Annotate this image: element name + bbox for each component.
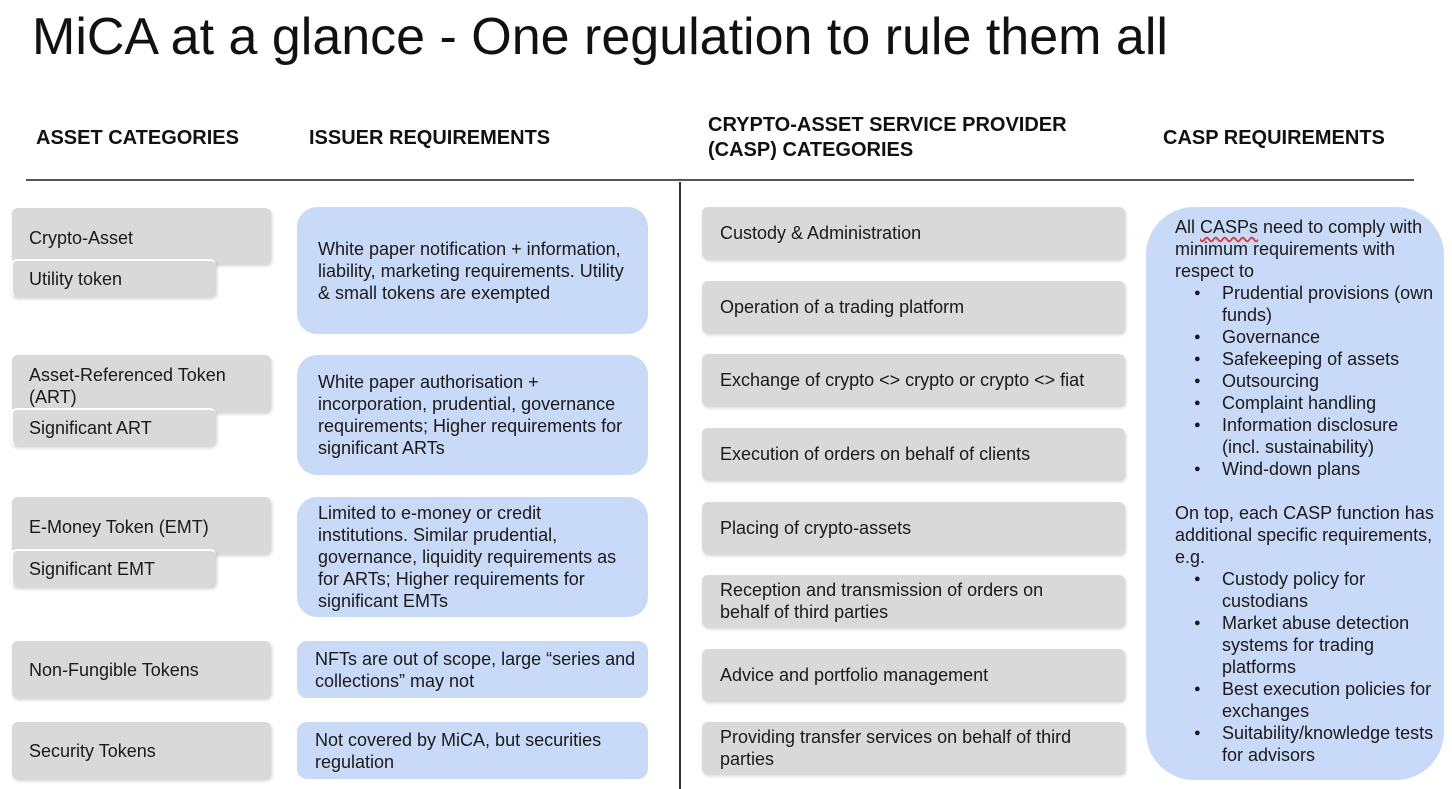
asset-sub-label: Significant EMT	[29, 559, 156, 579]
list-item: ● Complaint handling	[1222, 392, 1434, 414]
asset-box-crypto-asset	[12, 208, 271, 264]
column-divider	[679, 182, 681, 789]
asset-box-art	[12, 355, 271, 412]
intro-casps-word: CASPs	[1200, 217, 1259, 237]
list-item: ● Best execution policies for exchanges	[1222, 678, 1434, 722]
list-item: ● Custody policy for custodians	[1222, 568, 1434, 612]
casp-category-label: Advice and portfolio management	[720, 665, 989, 685]
asset-sub-box-significant-art	[11, 408, 216, 446]
header-issuer-requirements: ISSUER REQUIREMENTS	[309, 127, 551, 149]
asset-sub-box-significant-emt	[11, 549, 216, 587]
asset-sub-label: Utility token	[29, 269, 123, 289]
header-casp-requirements: CASP REQUIREMENTS	[1163, 127, 1385, 149]
casp-category-label: Reception and transmission of orders on behalf of third parties	[720, 580, 1044, 622]
casp-requirements-intro	[1175, 216, 1434, 282]
spacer	[1175, 480, 1434, 502]
additional-requirements-intro: On top, each CASP function has additional specific requirements, e.g.	[1175, 503, 1434, 567]
casp-category-advice	[702, 649, 1125, 701]
list-item: ● Safekeeping of assets	[1222, 348, 1434, 370]
list-item: ● Outsourcing	[1222, 370, 1434, 392]
issuer-req-nft	[297, 641, 648, 698]
asset-label: Crypto-Asset	[29, 228, 134, 248]
list-item: ● Governance	[1222, 326, 1434, 348]
issuer-req-text: NFTs are out of scope, large “series and collections” may not	[315, 648, 636, 691]
minimum-requirements-list	[1175, 282, 1434, 480]
list-item: ● Market abuse detection systems for trading platforms	[1222, 612, 1434, 678]
casp-category-label: Custody & Administration	[720, 223, 922, 243]
list-item: ● Wind-down plans	[1222, 458, 1434, 480]
asset-label: Security Tokens	[29, 740, 156, 761]
casp-category-label: Exchange of crypto <> crypto or crypto <> fiat	[720, 370, 1085, 390]
asset-sub-box-utility-token	[11, 259, 216, 297]
header-casp-categories-line2: (CASP) CATEGORIES	[708, 139, 914, 161]
casp-category-label: Placing of crypto-assets	[720, 518, 912, 538]
casp-category-transfer	[702, 722, 1125, 774]
issuer-req-crypto-asset	[297, 207, 648, 334]
list-item: ● Prudential provisions (own funds)	[1222, 282, 1434, 326]
header-divider	[26, 179, 1414, 181]
asset-box-emt	[12, 497, 271, 554]
list-item: ● Information disclosure (incl. sustainability)	[1222, 414, 1434, 458]
casp-category-label: Providing transfer services on behalf of third parties	[720, 727, 1072, 769]
asset-box-nft	[12, 641, 271, 698]
casp-category-exchange	[702, 354, 1125, 406]
casp-requirements-panel	[1146, 207, 1444, 780]
issuer-req-text: Not covered by MiCA, but securities regulation	[315, 729, 602, 772]
intro-pre: All	[1175, 217, 1201, 237]
asset-label: E-Money Token (EMT)	[29, 517, 209, 537]
asset-sub-label: Significant ART	[29, 418, 152, 438]
intro-post: need to comply with minimum requirements with respect to	[1175, 217, 1423, 281]
casp-category-label: Operation of a trading platform	[720, 297, 965, 317]
additional-requirements-list	[1175, 568, 1434, 766]
page-title: MiCA at a glance - One regulation to rule them all	[32, 8, 1168, 66]
casp-category-execution	[702, 428, 1125, 480]
issuer-req-text: White paper notification + information, liability, marketing requirements. Utility & small tokens are exempted	[318, 238, 624, 303]
casp-category-label: Execution of orders on behalf of clients	[720, 444, 1031, 464]
issuer-req-security-tokens	[297, 722, 648, 779]
list-item: ● Suitability/knowledge tests for advisors	[1222, 722, 1434, 766]
casp-category-trading-platform	[702, 281, 1125, 333]
issuer-req-text: White paper authorisation + incorporation, prudential, governance requirements; Higher requirements for significant ARTs	[318, 372, 623, 458]
asset-label: Non-Fungible Tokens	[29, 659, 199, 680]
asset-box-security-tokens	[12, 722, 271, 779]
header-casp-categories-line1: CRYPTO-ASSET SERVICE PROVIDER	[708, 114, 1067, 136]
casp-category-reception	[702, 575, 1125, 627]
header-asset-categories: ASSET CATEGORIES	[36, 127, 239, 149]
issuer-req-text: Limited to e-money or credit institutions. Similar prudential, governance, liquidity requirements as for ARTs; Higher requirements for significant EMTs	[318, 503, 617, 611]
casp-category-placing	[702, 502, 1125, 554]
asset-label: Asset-Referenced Token (ART)	[29, 365, 226, 407]
casp-category-custody	[702, 207, 1125, 259]
issuer-req-art	[297, 355, 648, 475]
issuer-req-emt	[297, 497, 648, 617]
header-casp-categories	[708, 113, 1067, 163]
